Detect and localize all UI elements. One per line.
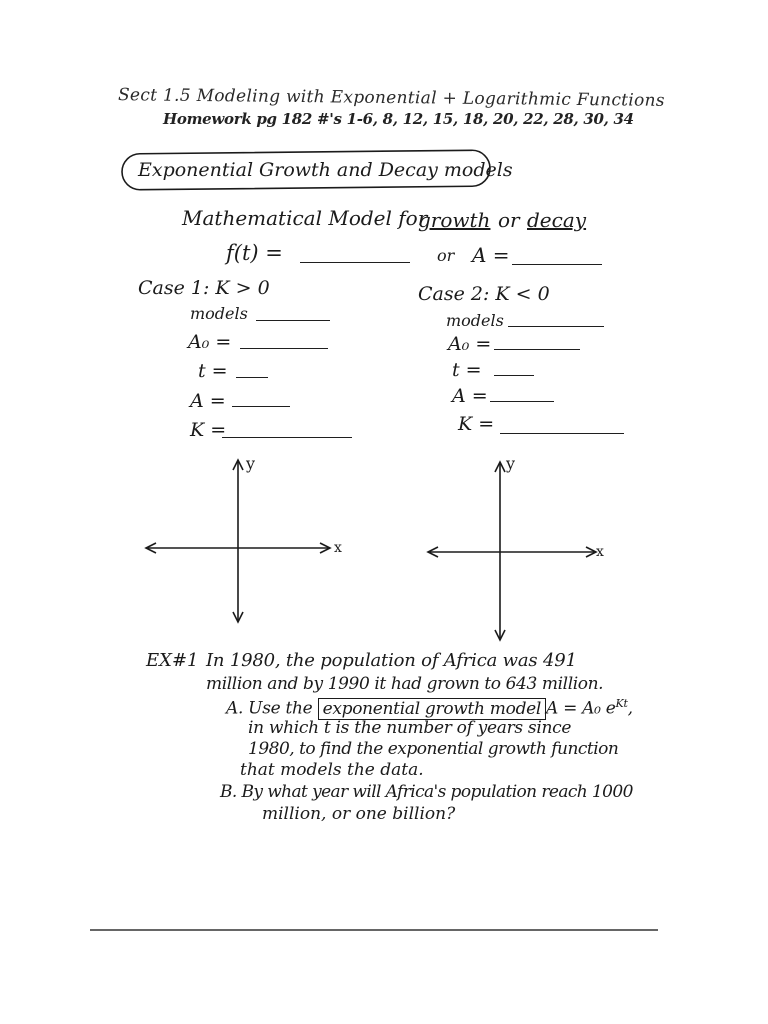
part-a-prefix: A. Use the bbox=[226, 698, 313, 719]
graph1-y-label: y bbox=[246, 454, 256, 473]
graph1-axes bbox=[146, 460, 330, 622]
case2-t-label: t = bbox=[452, 359, 482, 381]
model-lead-text: Mathematical Model for bbox=[182, 206, 428, 230]
part-a-line-1 bbox=[226, 698, 633, 718]
part-b-line-1: B. By what year will Africa's population reach 1000 bbox=[220, 782, 633, 802]
formula-or: or bbox=[437, 246, 455, 265]
graph2-axes bbox=[428, 462, 596, 640]
part-a-line-2: in which t is the number of years since bbox=[248, 718, 572, 738]
case1-heading: Case 1: K > 0 bbox=[138, 277, 270, 299]
example-line-2: million and by 1990 it had grown to 643 million. bbox=[206, 674, 604, 694]
model-or-word: or bbox=[498, 208, 520, 232]
case2-a-label: A = bbox=[452, 385, 488, 407]
part-a-exponent: Kt bbox=[615, 697, 628, 710]
homework-problems: Homework pg 182 #'s 1-6, 8, 12, 15, 18, 20, 22, 28, 30, 34 bbox=[163, 110, 634, 128]
case1-a-label: A = bbox=[190, 390, 226, 412]
case2-a0-label: A₀ = bbox=[448, 333, 492, 355]
part-a-formula: A = A₀ e bbox=[546, 698, 616, 719]
model-growth-word: growth bbox=[418, 208, 491, 232]
graph1-x-label: x bbox=[334, 540, 342, 556]
case1-k-label: K = bbox=[190, 419, 227, 441]
case2-k-label: K = bbox=[458, 413, 495, 435]
part-a-line-4: that models the data. bbox=[240, 760, 424, 780]
part-a-line-3: 1980, to find the exponential growth function bbox=[248, 739, 619, 759]
case2-models-label: models bbox=[446, 311, 504, 330]
header-title: Sect 1.5 Modeling with Exponential + Logarithmic Functions bbox=[117, 85, 665, 111]
example-line-1: In 1980, the population of Africa was 491 bbox=[206, 650, 577, 671]
case2-heading: Case 2: K < 0 bbox=[418, 283, 550, 305]
graph2-x-label: x bbox=[596, 544, 604, 560]
part-a-comma: , bbox=[627, 698, 633, 719]
case1-models-label: models bbox=[190, 304, 248, 323]
example-label: EX#1 bbox=[146, 650, 199, 671]
graph2-y-label: y bbox=[506, 454, 516, 473]
formula-f: f(t) = bbox=[226, 241, 283, 265]
case1-a0-label: A₀ = bbox=[188, 331, 232, 353]
case1-t-label: t = bbox=[198, 360, 228, 382]
formula-a: A = bbox=[472, 243, 510, 267]
part-a-boxed-term: exponential growth model bbox=[318, 698, 546, 720]
section-title: Exponential Growth and Decay models bbox=[138, 159, 513, 181]
section-title-frame bbox=[122, 150, 490, 190]
model-decay-word: decay bbox=[527, 208, 587, 232]
part-b-line-2: million, or one billion? bbox=[262, 804, 456, 824]
